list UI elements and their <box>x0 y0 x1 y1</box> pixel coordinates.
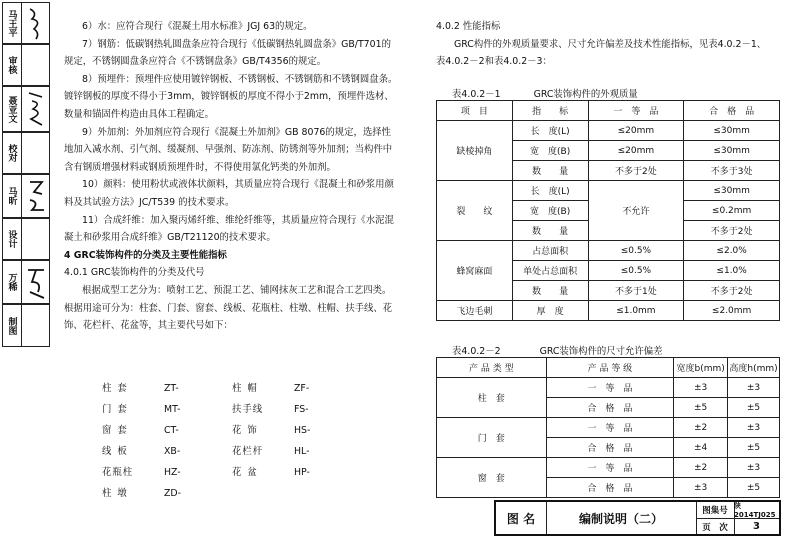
table-cell: 不多于2处 <box>684 221 780 241</box>
paragraph: GRC构件的外观质量要求、尺寸允许偏差及技术性能指标，见表4.0.2－1、 <box>454 38 767 50</box>
paragraph: 饰、花栏杆、花盆等，其主要代号如下： <box>64 320 233 332</box>
strip-label: 聂亚文 <box>3 87 22 131</box>
table-cell: ≤30mm <box>684 141 780 161</box>
table-number: 表4.0.2－1 <box>452 89 501 100</box>
table-cell: 数 量 <box>512 281 588 301</box>
drawing-name: 编制说明（二） <box>546 502 697 534</box>
paragraph: 表4.0.2－2和表4.0.2－3： <box>436 56 552 68</box>
table-number: 表4.0.2－2 <box>452 346 501 357</box>
table-cell: 一 等 品 <box>546 458 674 478</box>
page-number-label: 页 次 <box>696 519 735 534</box>
table-row <box>437 378 780 398</box>
header-cell: 产 品 等 级 <box>546 358 674 378</box>
table-cell: ±3 <box>674 378 728 398</box>
table-cell: ±2 <box>674 458 728 478</box>
table-cell: ±3 <box>728 378 780 398</box>
code-item: 窗套 CT- <box>102 425 179 436</box>
table-cell: ±4 <box>674 438 728 458</box>
table-cell: 不多于2处 <box>588 161 684 181</box>
table-row <box>437 181 780 201</box>
handwritten-signature <box>22 3 49 43</box>
table-header-row <box>437 358 780 378</box>
table-cell: 单处占总面积 <box>512 261 588 281</box>
handwritten-signature <box>22 261 49 303</box>
header-cell: 合 格 品 <box>684 101 780 121</box>
table-cell: 合 格 品 <box>546 478 674 498</box>
subsection-heading: 4.0.1 GRC装饰构件的分类及代号 <box>64 267 205 279</box>
size-tolerance-table <box>436 357 780 498</box>
paragraph: 凝土和砂浆用合成纤维》GB/T21120的技术要求。 <box>64 232 276 244</box>
handwritten-signature <box>22 175 49 217</box>
group-cell: 裂 纹 <box>437 181 513 241</box>
paragraph: 10）颜料：使用粉状或液体状颜料，其质量应符合现行《混凝土和砂浆用颜 <box>82 179 394 191</box>
signature-strip <box>2 2 50 347</box>
table-cell: 宽 度(B) <box>512 141 588 161</box>
table-cell: 数 量 <box>512 161 588 181</box>
code-item: 柱套 ZT- <box>102 383 179 394</box>
strip-label: 马王平 <box>3 3 22 43</box>
code-item: 柱墩 ZD- <box>102 488 182 499</box>
page-number: 3 <box>753 521 760 532</box>
table-cell: 不多于1处 <box>588 281 684 301</box>
table-title: GRC装饰构件的外观质量 <box>533 89 638 100</box>
appearance-quality-table <box>436 100 780 321</box>
strip-label: 马昕 <box>3 175 22 217</box>
table-cell: 一 等 品 <box>546 418 674 438</box>
table-cell: 占总面积 <box>512 241 588 261</box>
table-caption <box>452 86 638 100</box>
strip-label: 万稀 <box>3 261 22 303</box>
table-row <box>437 458 780 478</box>
subsection-heading: 4.0.2 性能指标 <box>436 21 501 32</box>
table-cell: 一 等 品 <box>546 378 674 398</box>
table-cell: ±5 <box>674 398 728 418</box>
table-cell: ≤2.0mm <box>684 301 780 321</box>
paragraph: 地加入减水剂、引气剂、缓凝剂、早强剂、防冻剂、防锈剂等外加剂；当构件中 <box>64 144 393 156</box>
group-cell: 窗 套 <box>437 458 547 498</box>
code-item: 花饰 HS- <box>232 425 311 436</box>
table-row <box>437 301 780 321</box>
table-cell: ≤2.0% <box>684 241 780 261</box>
table-cell: ≤30mm <box>684 181 780 201</box>
strip-label: 审核 <box>3 45 22 85</box>
group-cell: 门 套 <box>437 418 547 458</box>
table-cell: ≤1.0% <box>684 261 780 281</box>
strip-row <box>2 2 50 44</box>
table-cell: 不允许 <box>588 181 684 241</box>
left-text-column <box>64 18 429 335</box>
table-cell: ±5 <box>728 398 780 418</box>
table-cell: 数 量 <box>512 221 588 241</box>
handwritten-signature <box>22 87 49 131</box>
drawing-name-label: 图 名 <box>496 502 547 534</box>
table-cell: ≤30mm <box>684 121 780 141</box>
header-cell: 项 目 <box>437 101 513 121</box>
header-cell: 宽度b(mm) <box>674 358 728 378</box>
table-cell: ±2 <box>674 418 728 438</box>
table-cell: ≤20mm <box>588 121 684 141</box>
code-item: 花瓶柱 HZ- <box>102 467 181 478</box>
strip-row <box>2 44 50 86</box>
table-cell: 不多于3处 <box>684 161 780 181</box>
table-cell: 合 格 品 <box>546 398 674 418</box>
table-header-row <box>437 101 780 121</box>
strip-row <box>2 174 50 218</box>
table-cell: ≤0.5% <box>588 261 684 281</box>
code-item: 柱帽 ZF- <box>232 383 310 394</box>
group-cell: 蜂窝麻面 <box>437 241 513 301</box>
paragraph: 根据用途可分为：柱套、门套、窗套、线板、花瓶柱、柱墩、柱帽、扶手线、花 <box>64 302 393 314</box>
paragraph: 数量和锚固件构造由具体工程确定。 <box>64 108 215 120</box>
table-cell: ≤20mm <box>588 141 684 161</box>
strip-row <box>2 132 50 174</box>
table-cell: 不多于2处 <box>684 281 780 301</box>
table-cell: ≤0.2mm <box>684 201 780 221</box>
table-row <box>437 241 780 261</box>
paragraph: 根据成型工艺分为：喷射工艺、预混工艺、铺网抹灰工艺和混合工艺四类。 <box>82 284 392 296</box>
table-cell: ≤1.0mm <box>588 301 684 321</box>
table-caption <box>452 343 663 357</box>
strip-label: 制图 <box>3 305 22 346</box>
paragraph: 含有钢质增强材料或钢质预埋件时，不得使用氯化钙类的外加剂。 <box>64 161 336 173</box>
code-item: 扶手线 FS- <box>232 404 309 415</box>
strip-row <box>2 304 50 347</box>
paragraph: 9）外加剂：外加剂应符合现行《混凝土外加剂》GB 8076的规定，选择性 <box>82 126 392 138</box>
table-cell: ±3 <box>728 458 780 478</box>
section-heading: 4 GRC装饰构件的分类及主要性能指标 <box>64 249 227 261</box>
strip-row <box>2 86 50 132</box>
atlas-number: 陕2014TJ025 <box>734 502 779 519</box>
paragraph: 6）水：应符合现行《混凝土用水标准》JGJ 63的规定。 <box>82 21 313 32</box>
table-cell: ±3 <box>674 478 728 498</box>
code-item: 花盆 HP- <box>232 467 310 478</box>
group-cell: 柱 套 <box>437 378 547 418</box>
table-cell: ≤0.5% <box>588 241 684 261</box>
group-cell: 缺棱掉角 <box>437 121 513 181</box>
paragraph: 11）合成纤维：加入聚丙烯纤维、维纶纤维等，其质量应符合现行《水泥混 <box>82 214 394 226</box>
strip-label: 校对 <box>3 133 22 173</box>
table-row <box>437 418 780 438</box>
strip-row <box>2 260 50 304</box>
table-cell: ±5 <box>728 478 780 498</box>
header-cell: 高度h(mm) <box>728 358 780 378</box>
paragraph: 料及其试验方法》JC/T539 的技术要求。 <box>64 196 235 208</box>
strip-label: 设计 <box>3 219 22 259</box>
atlas-number-label: 图集号 <box>696 502 735 519</box>
table-cell: 厚 度 <box>512 301 588 321</box>
paragraph: 规定，不锈钢圆盘条应符合《不锈钢盘条》GB/T4356的规定。 <box>64 56 327 68</box>
paragraph: 8）预埋件：预埋件应使用镀锌钢板、不锈钢板、不锈钢筋和不锈钢圆盘条。 <box>82 73 398 85</box>
table-cell: ±3 <box>728 418 780 438</box>
strip-row <box>2 218 50 260</box>
table-cell: 长 度(L) <box>512 181 588 201</box>
table-cell: 宽 度(B) <box>512 201 588 221</box>
header-cell: 指 标 <box>512 101 588 121</box>
table-cell: 合 格 品 <box>546 438 674 458</box>
right-text-column <box>436 18 776 71</box>
table-row <box>437 121 780 141</box>
code-item: 花栏杆 HL- <box>232 446 310 457</box>
title-block <box>494 500 781 536</box>
table-title: GRC装饰构件的尺寸允许偏差 <box>539 346 663 357</box>
code-item: 门套 MT- <box>102 404 181 415</box>
header-cell: 一 等 品 <box>588 101 684 121</box>
group-cell: 飞边毛刺 <box>437 301 513 321</box>
code-item: 线板 XB- <box>102 446 181 457</box>
table-cell: ±5 <box>728 438 780 458</box>
paragraph: 镀锌钢板的厚度不得小于3mm，镀锌钢板的厚度不得小于2mm，预埋件选材、 <box>64 91 394 103</box>
header-cell: 产 品 类 型 <box>437 358 547 378</box>
paragraph: 7）钢筋：低碳钢热轧圆盘条应符合现行《低碳钢热轧圆盘条》GB/T701的 <box>82 38 391 50</box>
table-cell: 长 度(L) <box>512 121 588 141</box>
